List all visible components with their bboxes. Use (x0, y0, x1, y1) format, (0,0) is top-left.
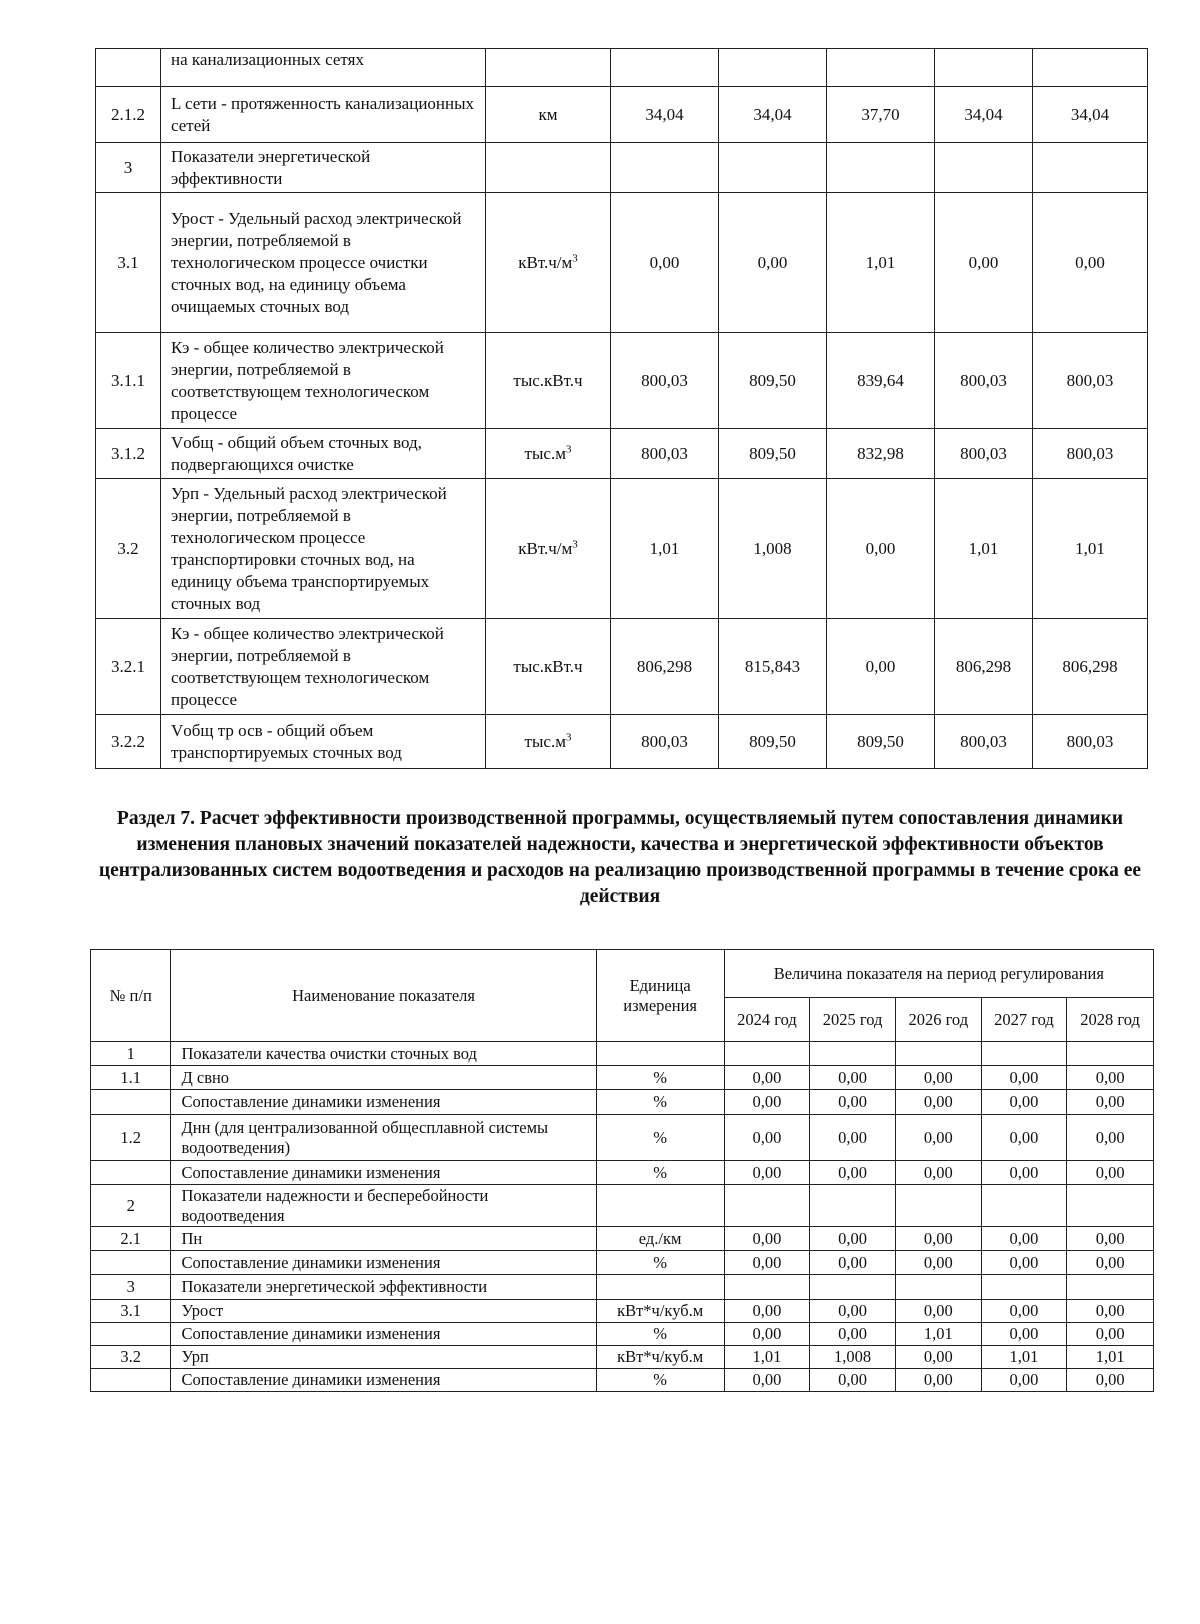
value-cell (810, 1042, 896, 1066)
header-year: 2026 год (895, 998, 981, 1042)
unit: кВт.ч/м (518, 538, 573, 558)
value-cell: 1,01 (724, 1346, 810, 1369)
table-row (91, 1275, 1154, 1300)
row-number (96, 49, 161, 87)
value-cell (810, 1275, 896, 1300)
value-cell (724, 1042, 810, 1066)
row-number: 2.1 (91, 1227, 171, 1251)
indicator-name: Показатели качества очистки сточных вод (171, 1042, 596, 1066)
table-row (96, 333, 1148, 429)
value-cell: 800,03 (611, 429, 719, 479)
value-cell (719, 49, 827, 87)
value-cell: 0,00 (611, 193, 719, 333)
indicator-name: Vобщ - общий объем сточных вод, подвергающихся очистке (161, 429, 486, 479)
row-number (91, 1251, 171, 1275)
unit-cell (486, 193, 611, 333)
value-cell (895, 1275, 981, 1300)
value-cell: 0,00 (724, 1115, 810, 1161)
value-cell: 0,00 (1067, 1251, 1154, 1275)
unit-cell (486, 49, 611, 87)
value-cell (981, 1042, 1067, 1066)
unit-exponent: 3 (565, 442, 572, 455)
value-cell: 0,00 (1067, 1227, 1154, 1251)
value-cell (611, 49, 719, 87)
unit-exponent: 3 (565, 730, 572, 743)
value-cell: 0,00 (724, 1300, 810, 1323)
value-cell: 0,00 (724, 1251, 810, 1275)
value-cell: 809,50 (719, 429, 827, 479)
value-cell (827, 49, 935, 87)
value-cell: 0,00 (827, 479, 935, 619)
value-cell: 800,03 (935, 333, 1033, 429)
value-cell: 1,01 (935, 479, 1033, 619)
value-cell: 0,00 (1067, 1066, 1154, 1090)
value-cell: 0,00 (810, 1323, 896, 1346)
value-cell: 34,04 (611, 87, 719, 143)
unit-cell: % (596, 1115, 724, 1161)
value-cell (810, 1185, 896, 1227)
value-cell: 0,00 (895, 1369, 981, 1392)
indicator-name: Vобщ тр осв - общий объем транспортируемых сточных вод (161, 715, 486, 769)
unit-cell (486, 143, 611, 193)
indicator-name: Урп - Удельный расход электрической энергии, потребляемой в технологическом процессе транспортировки сточных вод, на единицу объема транспортируемых сточных вод (161, 479, 486, 619)
value-cell: 0,00 (981, 1115, 1067, 1161)
header-year: 2024 год (724, 998, 810, 1042)
unit: км (538, 104, 558, 124)
value-cell (1033, 143, 1148, 193)
unit-cell (486, 87, 611, 143)
unit: тыс.кВт.ч (513, 370, 583, 390)
header-num: № п/п (91, 950, 171, 1042)
indicator-name: Сопоставление динамики изменения (171, 1161, 596, 1185)
value-cell: 0,00 (1067, 1369, 1154, 1392)
value-cell: 0,00 (1067, 1115, 1154, 1161)
unit-cell (596, 1185, 724, 1227)
row-number: 3.2.2 (96, 715, 161, 769)
table-row (96, 479, 1148, 619)
value-cell: 0,00 (724, 1227, 810, 1251)
unit: тыс.м (524, 731, 566, 751)
unit-cell: % (596, 1369, 724, 1392)
indicator-name: Урп (171, 1346, 596, 1369)
value-cell: 0,00 (1033, 193, 1148, 333)
indicator-name: на канализационных сетях (161, 49, 486, 87)
table-row (96, 87, 1148, 143)
indicator-name: Кэ - общее количество электрической энергии, потребляемой в соответствующем технологическом процессе (161, 619, 486, 715)
unit-cell (486, 715, 611, 769)
value-cell: 809,50 (719, 333, 827, 429)
table-row (91, 1115, 1154, 1161)
indicator-name: Сопоставление динамики изменения (171, 1251, 596, 1275)
header-unit: Единица измерения (596, 950, 724, 1042)
unit-cell (486, 333, 611, 429)
unit-cell (596, 1275, 724, 1300)
value-cell: 0,00 (1067, 1090, 1154, 1115)
unit-cell: ед./км (596, 1227, 724, 1251)
table-row (96, 49, 1148, 87)
header-period: Величина показателя на период регулирования (724, 950, 1153, 998)
unit-cell: кВт*ч/куб.м (596, 1346, 724, 1369)
value-cell: 0,00 (810, 1066, 896, 1090)
table-row (91, 1251, 1154, 1275)
indicator-name: Показатели энергетической эффективности (161, 143, 486, 193)
value-cell (895, 1042, 981, 1066)
value-cell: 800,03 (935, 429, 1033, 479)
table-row (91, 1185, 1154, 1227)
value-cell: 1,008 (810, 1346, 896, 1369)
row-number: 3.1.1 (96, 333, 161, 429)
table-row (91, 1227, 1154, 1251)
value-cell: 809,50 (827, 715, 935, 769)
indicator-name: Кэ - общее количество электрической энергии, потребляемой в соответствующем технологическом процессе (161, 333, 486, 429)
row-number: 3.1 (91, 1300, 171, 1323)
value-cell: 0,00 (810, 1300, 896, 1323)
row-number (91, 1161, 171, 1185)
value-cell: 1,01 (827, 193, 935, 333)
value-cell: 0,00 (1067, 1161, 1154, 1185)
unit-exponent: 3 (572, 251, 578, 264)
value-cell: 0,00 (895, 1090, 981, 1115)
value-cell: 0,00 (981, 1251, 1067, 1275)
value-cell: 0,00 (895, 1346, 981, 1369)
header-year: 2027 год (981, 998, 1067, 1042)
value-cell: 1,01 (981, 1346, 1067, 1369)
value-cell: 806,298 (935, 619, 1033, 715)
unit-cell (486, 479, 611, 619)
table-row (91, 1066, 1154, 1090)
value-cell: 0,00 (724, 1369, 810, 1392)
value-cell: 0,00 (724, 1066, 810, 1090)
indicator-name: L сети - протяженность канализационных сетей (161, 87, 486, 143)
value-cell: 0,00 (810, 1115, 896, 1161)
row-number: 3.1 (96, 193, 161, 333)
value-cell: 0,00 (724, 1161, 810, 1185)
indicator-name: Показатели энергетической эффективности (171, 1275, 596, 1300)
value-cell: 0,00 (810, 1161, 896, 1185)
table-row (96, 193, 1148, 333)
value-cell: 0,00 (981, 1227, 1067, 1251)
value-cell: 0,00 (981, 1323, 1067, 1346)
value-cell (719, 143, 827, 193)
value-cell: 34,04 (719, 87, 827, 143)
value-cell: 0,00 (981, 1066, 1067, 1090)
value-cell: 0,00 (1067, 1323, 1154, 1346)
unit-cell: % (596, 1066, 724, 1090)
row-number: 3.2 (96, 479, 161, 619)
value-cell: 34,04 (1033, 87, 1148, 143)
value-cell: 0,00 (981, 1369, 1067, 1392)
value-cell: 800,03 (611, 333, 719, 429)
value-cell: 800,03 (1033, 429, 1148, 479)
value-cell: 0,00 (981, 1300, 1067, 1323)
indicator-name: Днн (для централизованной общесплавной системы водоотведения) (171, 1115, 596, 1161)
value-cell: 0,00 (810, 1251, 896, 1275)
row-number (91, 1090, 171, 1115)
indicator-name: Урост - Удельный расход электрической энергии, потребляемой в технологическом процессе очистки сточных вод, на единицу объема очищаемых сточных вод (161, 193, 486, 333)
row-number: 3.2.1 (96, 619, 161, 715)
value-cell: 800,03 (935, 715, 1033, 769)
value-cell (935, 143, 1033, 193)
value-cell: 1,01 (611, 479, 719, 619)
table-row (91, 1300, 1154, 1323)
unit-cell (596, 1042, 724, 1066)
table-row (91, 1346, 1154, 1369)
row-number (91, 1369, 171, 1392)
indicator-name: Сопоставление динамики изменения (171, 1323, 596, 1346)
row-number: 3 (91, 1275, 171, 1300)
efficiency-calculation-table (90, 949, 1154, 1392)
indicator-name: Урост (171, 1300, 596, 1323)
header-year: 2025 год (810, 998, 896, 1042)
value-cell: 0,00 (827, 619, 935, 715)
value-cell: 0,00 (895, 1161, 981, 1185)
value-cell: 0,00 (724, 1323, 810, 1346)
value-cell: 37,70 (827, 87, 935, 143)
value-cell (827, 143, 935, 193)
table-row (96, 619, 1148, 715)
value-cell: 0,00 (810, 1090, 896, 1115)
value-cell: 0,00 (981, 1161, 1067, 1185)
row-number: 2.1.2 (96, 87, 161, 143)
value-cell: 815,843 (719, 619, 827, 715)
table-row (96, 715, 1148, 769)
value-cell (724, 1275, 810, 1300)
unit-cell: % (596, 1161, 724, 1185)
unit-cell (486, 619, 611, 715)
value-cell (895, 1185, 981, 1227)
value-cell (1067, 1275, 1154, 1300)
value-cell: 0,00 (895, 1300, 981, 1323)
row-number (91, 1323, 171, 1346)
value-cell: 839,64 (827, 333, 935, 429)
value-cell: 34,04 (935, 87, 1033, 143)
unit-cell: кВт*ч/куб.м (596, 1300, 724, 1323)
unit-exponent: 3 (572, 537, 578, 550)
indicators-table-continued (95, 48, 1148, 769)
unit: тыс.м (524, 443, 566, 463)
value-cell: 800,03 (1033, 715, 1148, 769)
value-cell: 1,01 (1033, 479, 1148, 619)
table-row (91, 1090, 1154, 1115)
table-row (91, 1161, 1154, 1185)
value-cell: 806,298 (611, 619, 719, 715)
value-cell (611, 143, 719, 193)
value-cell: 0,00 (810, 1369, 896, 1392)
indicator-name: Показатели надежности и бесперебойности водоотведения (171, 1185, 596, 1227)
indicator-name: Д свно (171, 1066, 596, 1090)
unit-cell: % (596, 1251, 724, 1275)
row-number: 1 (91, 1042, 171, 1066)
value-cell: 0,00 (719, 193, 827, 333)
value-cell (981, 1275, 1067, 1300)
row-number: 1.1 (91, 1066, 171, 1090)
table-row (91, 1323, 1154, 1346)
section-7-title: Раздел 7. Расчет эффективности производственной программы, осуществляемый путем сопоставления динамики изменения плановых значений показателей надежности, качества и энергетической эффективности объектов централизованных систем водоотведения и расходов на реализацию производственной программы в течение срока ее действия (98, 808, 1142, 907)
unit: кВт.ч/м (518, 252, 573, 272)
row-number: 1.2 (91, 1115, 171, 1161)
row-number: 3 (96, 143, 161, 193)
value-cell: 0,00 (895, 1066, 981, 1090)
value-cell: 806,298 (1033, 619, 1148, 715)
unit-cell: % (596, 1323, 724, 1346)
value-cell: 0,00 (895, 1251, 981, 1275)
value-cell (724, 1185, 810, 1227)
value-cell: 0,00 (895, 1115, 981, 1161)
header-name: Наименование показателя (171, 950, 596, 1042)
value-cell: 800,03 (611, 715, 719, 769)
value-cell (935, 49, 1033, 87)
unit-cell (486, 429, 611, 479)
value-cell: 0,00 (935, 193, 1033, 333)
value-cell: 0,00 (724, 1090, 810, 1115)
value-cell: 0,00 (895, 1227, 981, 1251)
value-cell: 0,00 (981, 1090, 1067, 1115)
row-number: 3.2 (91, 1346, 171, 1369)
value-cell: 0,00 (1067, 1300, 1154, 1323)
value-cell: 809,50 (719, 715, 827, 769)
value-cell (981, 1185, 1067, 1227)
value-cell: 1,01 (1067, 1346, 1154, 1369)
value-cell (1033, 49, 1148, 87)
indicator-name: Пн (171, 1227, 596, 1251)
header-year: 2028 год (1067, 998, 1154, 1042)
row-number: 3.1.2 (96, 429, 161, 479)
value-cell: 832,98 (827, 429, 935, 479)
table-row (96, 143, 1148, 193)
table-row (91, 1042, 1154, 1066)
table-row (96, 429, 1148, 479)
table-row (91, 1369, 1154, 1392)
indicator-name: Сопоставление динамики изменения (171, 1090, 596, 1115)
value-cell: 0,00 (810, 1227, 896, 1251)
value-cell (1067, 1185, 1154, 1227)
unit: тыс.кВт.ч (513, 656, 583, 676)
value-cell: 1,008 (719, 479, 827, 619)
indicator-name: Сопоставление динамики изменения (171, 1369, 596, 1392)
row-number: 2 (91, 1185, 171, 1227)
value-cell (1067, 1042, 1154, 1066)
value-cell: 800,03 (1033, 333, 1148, 429)
value-cell: 1,01 (895, 1323, 981, 1346)
unit-cell: % (596, 1090, 724, 1115)
